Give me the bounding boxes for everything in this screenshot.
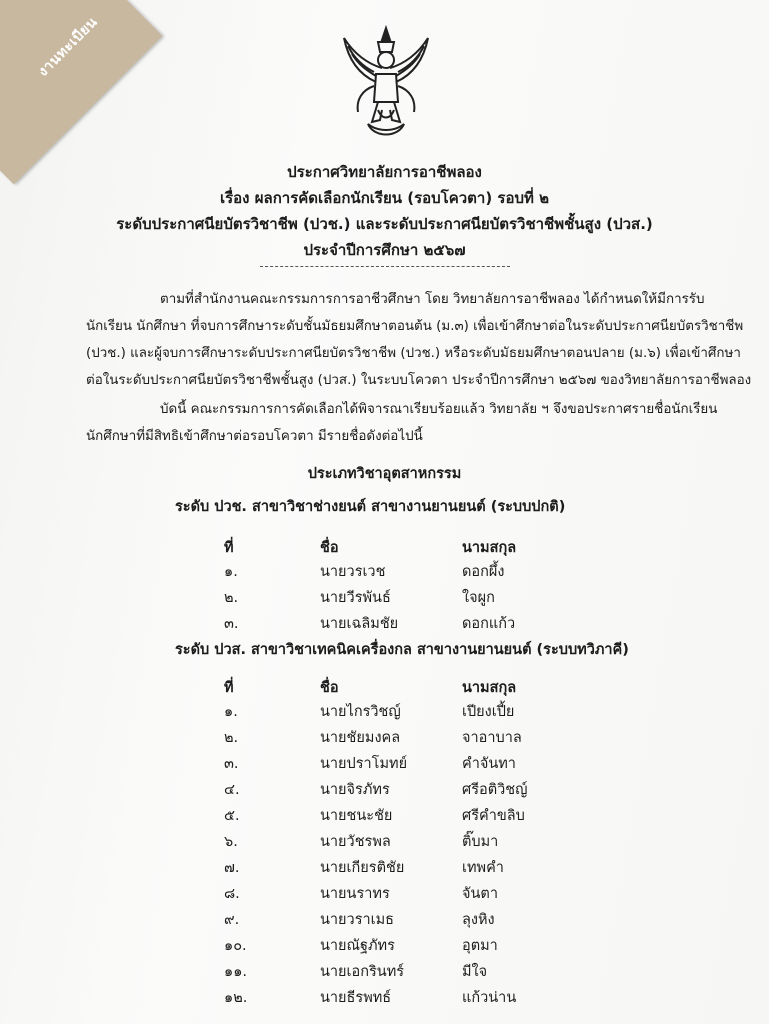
row-name: นายไกรวิชญ์ bbox=[320, 704, 401, 720]
row-surname: ศรีอติวิชญ์ bbox=[462, 782, 528, 798]
paragraph-line: ต่อในระดับประกาศนียบัตรวิชาชีพชั้นสูง (ปวส.) ในระบบโควตา ประจำปีการศึกษา ๒๕๖๗ ของวิทยาลัยการอาชีพลอง bbox=[86, 373, 752, 388]
garuda-emblem-icon bbox=[338, 24, 434, 142]
row-no: ๖. bbox=[224, 834, 238, 850]
row-surname: เปียงเปี้ย bbox=[462, 704, 515, 720]
row-name: นายวัชรพล bbox=[320, 834, 391, 850]
row-name: นายวีรพันธ์ bbox=[320, 590, 391, 606]
group2-title: ระดับ ปวส. สาขาวิชาเทคนิคเครื่องกล สาขางานยานยนต์ (ระบบทวิภาคี) bbox=[175, 642, 629, 658]
row-no: ๑๑. bbox=[224, 964, 248, 980]
row-no: ๘. bbox=[224, 886, 240, 902]
row-surname: อุตมา bbox=[462, 938, 498, 954]
row-no: ๑๒. bbox=[224, 990, 248, 1006]
row-surname: ใจผูก bbox=[462, 590, 495, 606]
row-surname: ติ๊บมา bbox=[462, 834, 499, 850]
category-heading: ประเภทวิชาอุตสาหกรรม bbox=[307, 466, 462, 482]
row-name: นายวราเมธ bbox=[320, 912, 394, 928]
row-name: นายเอกรินทร์ bbox=[320, 964, 405, 980]
paragraph-line: บัดนี้ คณะกรรมการการคัดเลือกได้พิจารณาเรียบร้อยแล้ว วิทยาลัย ฯ จึงขอประกาศรายชื่อนักเรียน bbox=[160, 402, 718, 417]
group1-title: ระดับ ปวช. สาขาวิชาช่างยนต์ สาขางานยานยนต์ (ระบบปกติ) bbox=[175, 499, 566, 515]
announcement-subject: เรื่อง ผลการคัดเลือกนักเรียน (รอบโควตา) รอบที่ ๒ bbox=[219, 189, 550, 207]
row-surname: ดอกแก้ว bbox=[462, 616, 516, 632]
row-name: นายเฉลิมชัย bbox=[320, 616, 399, 632]
row-name: นายธีรพทธ์ bbox=[320, 990, 392, 1006]
paragraph-line: (ปวช.) และผู้จบการศึกษาระดับประกาศนียบัตรวิชาชีพ (ปวช.) หรือระดับมัธยมศึกษาตอนปลาย (ม.๖) เพื่อเข้าศึกษา bbox=[86, 346, 741, 361]
row-surname: เทพคำ bbox=[462, 860, 504, 876]
row-surname: ศรีคำขลิบ bbox=[462, 808, 525, 824]
row-no: ๕. bbox=[224, 808, 240, 824]
row-no: ๙. bbox=[224, 912, 240, 928]
paragraph-line: ตามที่สำนักงานคณะกรรมการการอาชีวศึกษา โดย วิทยาลัยการอาชีพลอง ได้กำหนดให้มีการรับ bbox=[160, 292, 705, 307]
row-name: นายชนะชัย bbox=[320, 808, 393, 824]
academic-year: ประจำปีการศึกษา ๒๕๖๗ bbox=[303, 241, 466, 259]
row-surname: จันตา bbox=[462, 886, 498, 902]
announcement-title: ประกาศวิทยาลัยการอาชีพลอง bbox=[287, 163, 482, 181]
row-no: ๑. bbox=[224, 704, 238, 720]
row-no: ๓. bbox=[224, 756, 239, 772]
column-header-no: ที่ bbox=[224, 540, 234, 556]
row-name: นายชัยมงคล bbox=[320, 730, 401, 746]
row-name: นายปราโมทย์ bbox=[320, 756, 408, 772]
row-name: นายจิรภัทร bbox=[320, 782, 390, 798]
row-name: นายณัฐภัทร bbox=[320, 938, 395, 954]
heading-divider bbox=[260, 266, 510, 267]
row-no: ๗. bbox=[224, 860, 240, 876]
column-header-no: ที่ bbox=[224, 680, 234, 696]
column-header-surname: นามสกุล bbox=[462, 540, 517, 556]
corner-tag-label: งานทะเบียน bbox=[35, 14, 101, 80]
paragraph-line: นักเรียน นักศึกษา ที่จบการศึกษาระดับชั้นมัธยมศึกษาตอนต้น (ม.๓) เพื่อเข้าศึกษาต่อในระดับประกาศนียบัตรวิชาชีพ bbox=[86, 319, 744, 334]
row-no: ๑. bbox=[224, 564, 238, 580]
row-surname: คำจันทา bbox=[462, 756, 516, 772]
row-no: ๔. bbox=[224, 782, 240, 798]
column-header-name: ชื่อ bbox=[320, 680, 339, 696]
announcement-levels: ระดับประกาศนียบัตรวิชาชีพ (ปวช.) และระดับประกาศนียบัตรวิชาชีพชั้นสูง (ปวส.) bbox=[116, 215, 653, 233]
row-name: นายนราทร bbox=[320, 886, 390, 902]
column-header-surname: นามสกุล bbox=[462, 680, 517, 696]
row-surname: แก้วน่าน bbox=[462, 990, 517, 1006]
column-header-name: ชื่อ bbox=[320, 540, 339, 556]
row-no: ๓. bbox=[224, 616, 239, 632]
row-surname: ลุงหิง bbox=[462, 912, 495, 928]
paragraph-line: นักศึกษาที่มีสิทธิเข้าศึกษาต่อรอบโควตา มีรายชื่อดังต่อไปนี้ bbox=[86, 429, 423, 444]
row-no: ๒. bbox=[224, 590, 239, 606]
row-surname: มีใจ bbox=[462, 964, 488, 980]
row-name: นายวรเวช bbox=[320, 564, 386, 580]
row-surname: จาอาบาล bbox=[462, 730, 522, 746]
row-no: ๑๐. bbox=[224, 938, 247, 954]
row-surname: ดอกผึ้ง bbox=[462, 564, 505, 580]
row-name: นายเกียรติชัย bbox=[320, 860, 405, 876]
row-no: ๒. bbox=[224, 730, 239, 746]
